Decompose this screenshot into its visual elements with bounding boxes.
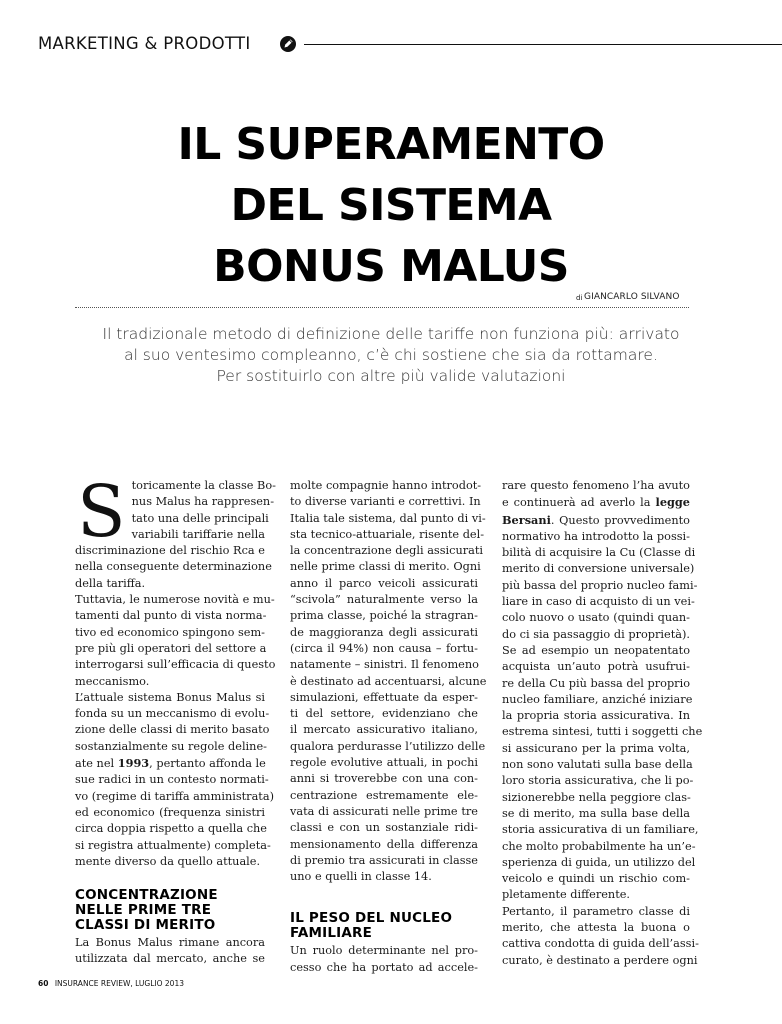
drop-cap: S [77, 470, 126, 553]
text-line: molte compagnie hanno introdot- [290, 479, 482, 492]
text-line [75, 755, 265, 772]
text-line: si registra attualmente) completa- [75, 838, 271, 852]
text-line: veicolo e quindi un rischio com- [502, 872, 690, 886]
text-run: e continuerà ad averlo la [502, 496, 656, 510]
page-footer [38, 979, 184, 988]
text-line: che molto probabilmente ha un’e- [502, 839, 696, 853]
text-line: nucleo familiare, anziché iniziare [502, 692, 693, 706]
section-title: MARKETING & PRODOTTI [38, 34, 251, 53]
text-line: zione delle classi di merito basato [75, 723, 270, 737]
text-line: simulazioni, effettuate da esper- [290, 690, 478, 704]
text-line: colo nuovo o usato (quindi quan- [502, 611, 690, 625]
text-line: “scivola” naturalmente verso la [290, 593, 478, 607]
title-line: BONUS MALUS [213, 241, 569, 292]
subheading-line: NELLE PRIME TRE [75, 902, 212, 919]
article-deck [60, 324, 722, 387]
text-line: vo (regime di tariffa amministrata) [75, 789, 274, 803]
paragraph [290, 478, 487, 885]
column-1 [75, 470, 276, 968]
law-name: legge [655, 495, 690, 510]
text-run: . Questo provvedimento [550, 513, 690, 527]
text-line [502, 512, 690, 529]
paragraph [502, 904, 699, 969]
text-line: cesso che ha portato ad accele- [290, 960, 478, 974]
text-line: merito di conversione universale) [502, 562, 695, 576]
deck-line: Per sostituirlo con altre più valide valutazioni [216, 367, 566, 385]
text-line: sostanzialmente su regole deline- [75, 739, 267, 753]
text-line: loro storia assicurativa, che li po- [502, 774, 694, 788]
deck-line: al suo ventesimo compleanno, c’è chi sostiene che sia da rottamare. [124, 346, 658, 364]
text-line: variabili tariffarie nella [131, 527, 265, 541]
text-line: toricamente la classe Bo- [131, 479, 276, 492]
text-line: sue radici in un contesto normati- [75, 773, 269, 787]
text-line: merito, che attesta la buona o [502, 921, 690, 935]
text-line: nella conseguente determinazione [75, 560, 272, 574]
text-line: della tariffa. [75, 576, 146, 590]
text-line: Tuttavia, le numerose novità e mu- [75, 593, 275, 607]
text-line: liare in caso di acquisto di un vei- [502, 595, 695, 609]
text-line: ed economico (frequenza sinistri [75, 805, 265, 819]
text-line: curato, è destinato a perdere ogni [502, 953, 698, 967]
text-line: Pertanto, il parametro classe di [502, 904, 690, 918]
text-line: Un ruolo determinante nel pro- [290, 944, 478, 958]
text-line: cattiva condotta di guida dell’assi- [502, 937, 699, 951]
text-line: to diverse varianti e correttivi. In [290, 495, 481, 509]
text-line: de maggioranza degli assicurati [290, 625, 478, 639]
text-run: ate nel [75, 757, 118, 771]
text-line: Italia tale sistema, dal punto di vi- [290, 511, 486, 525]
text-line: do ci sia passaggio di proprietà). [502, 627, 690, 641]
subheading-line: FAMILIARE [290, 925, 373, 942]
text-line: si assicurano per la prima volta, [502, 741, 690, 755]
section-header [38, 34, 782, 56]
text-line: se di merito, ma sulla base della [502, 806, 690, 820]
text-line: natamente – sinistri. Il fenomeno [290, 658, 479, 672]
subheading-line: CONCENTRAZIONE [75, 887, 218, 904]
text-line: anno il parco veicoli assicurati [290, 576, 478, 590]
text-line: vata di assicurati nelle prime tre [290, 804, 478, 818]
subheading-line: IL PESO DEL NUCLEO [290, 910, 453, 927]
paragraph [502, 478, 703, 904]
section-rule [304, 44, 782, 45]
text-line: mente diverso da quello attuale. [75, 854, 261, 868]
text-line: re della Cu più bassa del proprio [502, 676, 690, 690]
paragraph [75, 470, 276, 592]
text-line: qualora perdurasse l’utilizzo delle [290, 739, 486, 753]
text-line: L’attuale sistema Bonus Malus si [75, 690, 265, 704]
text-line: è destinato ad accentuarsi, alcune [290, 674, 487, 688]
text-line: utilizzata dal mercato, anche se [75, 952, 265, 966]
text-line: (circa il 94%) non causa – fortu- [290, 641, 478, 655]
dotted-divider [75, 307, 689, 308]
text-line: la concentrazione degli assicurati [290, 544, 484, 558]
paragraph [75, 592, 276, 690]
text-line: regole evolutive attuali, in pochi [290, 756, 478, 770]
text-line: pre più gli operatori del settore a [75, 641, 267, 655]
text-line: fonda su un meccanismo di evolu- [75, 707, 270, 721]
text-line: tato una delle principali [131, 511, 269, 525]
text-line: più bassa del proprio nucleo fami- [502, 578, 698, 592]
text-line: rare questo fenomeno l’ha avuto [502, 479, 690, 492]
title-line: IL SUPERAMENTO [177, 119, 605, 170]
subheading [290, 911, 478, 941]
text-line [502, 494, 690, 511]
text-line: nus Malus ha rappresen- [131, 495, 275, 509]
paragraph [75, 935, 265, 968]
text-line: storia assicurativa di un familiare, [502, 823, 699, 837]
text-line: pletamente differente. [502, 888, 631, 902]
law-name: Bersani [502, 512, 551, 527]
text-line: Se ad esempio un neopatentato [502, 643, 690, 657]
text-line: il mercato assicurativo italiano, [290, 723, 478, 737]
subheading-line: CLASSI DI MERITO [75, 917, 216, 934]
text-line: classi e con un sostanziale ridi- [290, 821, 478, 835]
paragraph [290, 943, 478, 976]
pen-icon [280, 36, 296, 52]
year-highlight: 1993 [117, 756, 150, 771]
text-line: discriminazione del rischio Rca e [75, 544, 265, 558]
text-line: di premio tra assicurati in classe [290, 853, 478, 867]
text-line: tamenti dal punto di vista norma- [75, 609, 267, 623]
text-line: nelle prime classi di merito. Ogni [290, 560, 481, 574]
paragraph [75, 690, 274, 870]
text-line: la propria storia assicurativa. In [502, 709, 690, 723]
text-line: meccanismo. [75, 674, 150, 688]
text-line: mensionamento della differenza [290, 837, 478, 851]
text-line: prima classe, poiché la stragran- [290, 609, 478, 623]
text-line: sta tecnico-attuariale, risente del- [290, 527, 485, 541]
text-line: ti del settore, evidenziano che [290, 707, 478, 721]
text-line: tivo ed economico spingono sem- [75, 625, 266, 639]
text-line: sperienza di guida, un utilizzo del [502, 855, 696, 869]
subheading [75, 888, 265, 933]
text-line: La Bonus Malus rimane ancora [75, 936, 265, 950]
text-line: acquista un’auto potrà usufrui- [502, 660, 690, 674]
text-run: , pertanto affonda le [149, 757, 266, 771]
text-line: bilità di acquisire la Cu (Classe di [502, 546, 696, 560]
title-line: DEL SISTEMA [230, 180, 552, 231]
column-2 [290, 478, 487, 976]
text-line: anni si troverebbe con una con- [290, 772, 478, 786]
text-line: estrema sintesi, tutti i soggetti che [502, 725, 703, 739]
deck-line: Il tradizionale metodo di definizione delle tariffe non funziona più: arrivato [102, 325, 680, 343]
text-line: normativo ha introdotto la possi- [502, 529, 690, 543]
page-number: 60 [38, 979, 49, 988]
column-3 [502, 478, 703, 969]
text-line: sizionerebbe nella peggiore clas- [502, 790, 691, 804]
article-title [0, 114, 782, 297]
text-line: circa doppia rispetto a quella che [75, 822, 267, 836]
text-line: interrogarsi sull’efficacia di questo [75, 658, 276, 672]
byline-prefix: di [576, 294, 583, 302]
publication-info: INSURANCE REVIEW, LUGLIO 2013 [54, 979, 184, 988]
text-line: uno e quelli in classe 14. [290, 870, 432, 884]
byline-author: GIANCARLO SILVANO [584, 292, 680, 302]
text-line: non sono valutati sulla base della [502, 758, 693, 772]
text-line: centrazione estremamente ele- [290, 788, 478, 802]
